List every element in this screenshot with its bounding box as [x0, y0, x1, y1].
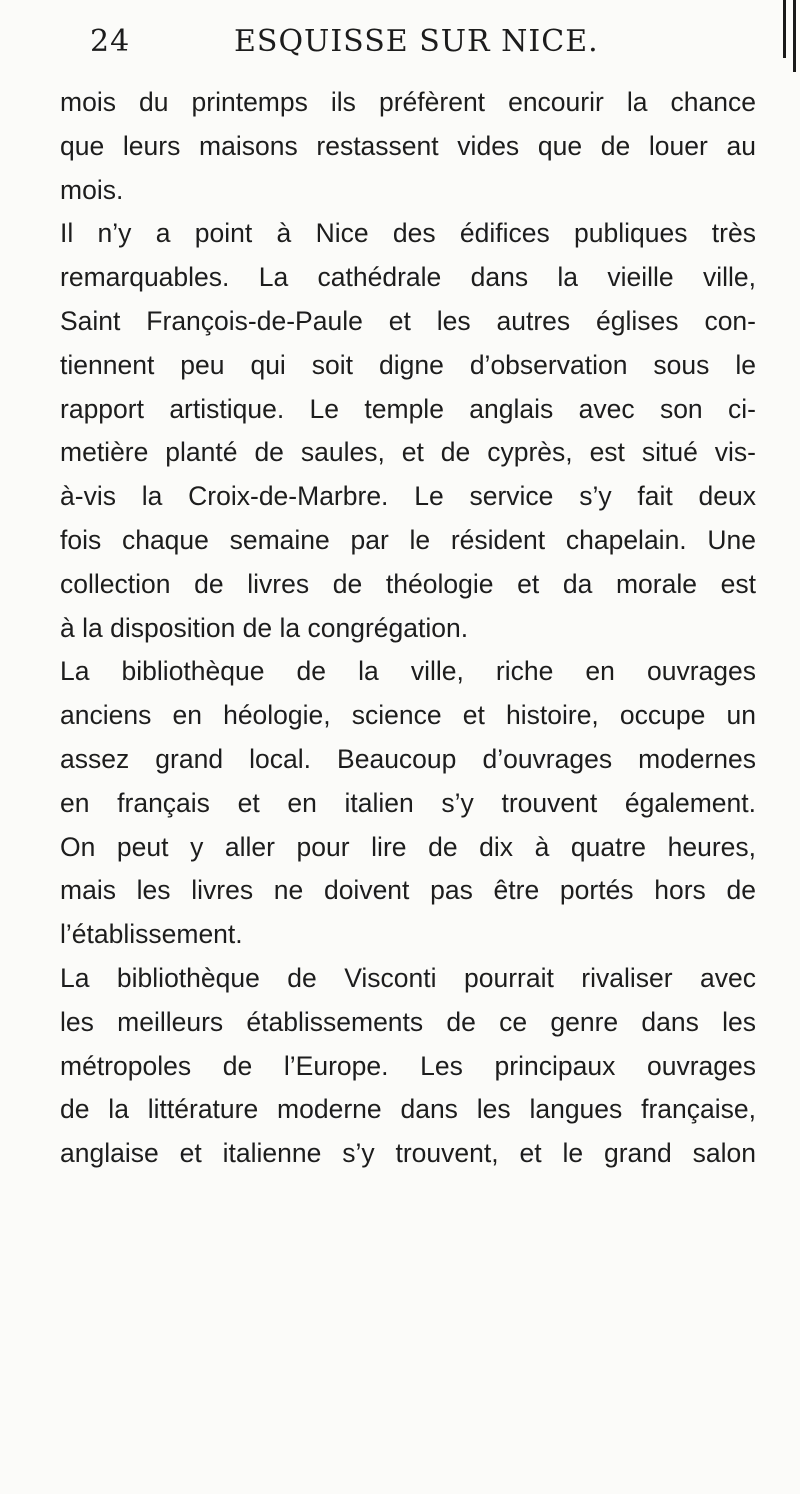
text-line: assez grand local. Beaucoup d’ouvrages modernes [60, 743, 756, 774]
text-line: tiennent peu qui soit digne d’observation sous le [60, 349, 756, 380]
text-line: metière planté de saules, et de cyprès, est situé vis- [60, 437, 756, 468]
text-line: La bibliothèque de Visconti pourrait rivaliser avec [60, 962, 756, 993]
text-line: rapport artistique. Le temple anglais avec son ci- [60, 393, 756, 424]
text-line: en français et en italien s’y trouvent également. [60, 787, 756, 818]
text-line: à-vis la Croix-de-Marbre. Le service s’y fait deux [60, 481, 756, 512]
text-line: anglaise et italienne s’y trouvent, et le grand salon [60, 1138, 756, 1169]
text-line: La bibliothèque de la ville, riche en ouvrages [60, 656, 756, 687]
text-line: mois du printemps ils préfèrent encourir la chance [60, 87, 756, 117]
text-line: les meilleurs établissements de ce genre dans les [60, 1006, 756, 1037]
page-number: 24 [90, 24, 131, 59]
text-line: collection de livres de théologie et da morale est [60, 568, 756, 599]
text-line: Saint François-de-Paule et les autres églises con- [60, 305, 756, 336]
text-line: que leurs maisons restassent vides que de louer au [60, 130, 756, 161]
text-line: mais les livres ne doivent pas être portés hors de [60, 875, 756, 906]
text-line: On peut y aller pour lire de dix à quatre heures, [60, 831, 756, 862]
text-line: remarquables. La cathédrale dans la vieille ville, [60, 262, 756, 293]
text-line: de la littérature moderne dans les langues française, [60, 1094, 756, 1125]
text-line: anciens en héologie, science et histoire, occupe un [60, 700, 756, 731]
text-line: métropoles de l’Europe. Les principaux ouvrages [60, 1050, 756, 1081]
text-line: mois. [60, 174, 124, 205]
body-text [60, 81, 756, 1176]
running-header [0, 24, 800, 72]
text-line: l’établissement. [60, 919, 243, 950]
text-line: Il n’y a point à Nice des édifices publiques très [60, 218, 756, 249]
text-line: fois chaque semaine par le résident chapelain. Une [60, 524, 756, 555]
running-title: ESQUISSE SUR NICE. [234, 24, 599, 59]
text-line: à la disposition de la congrégation. [60, 612, 469, 643]
